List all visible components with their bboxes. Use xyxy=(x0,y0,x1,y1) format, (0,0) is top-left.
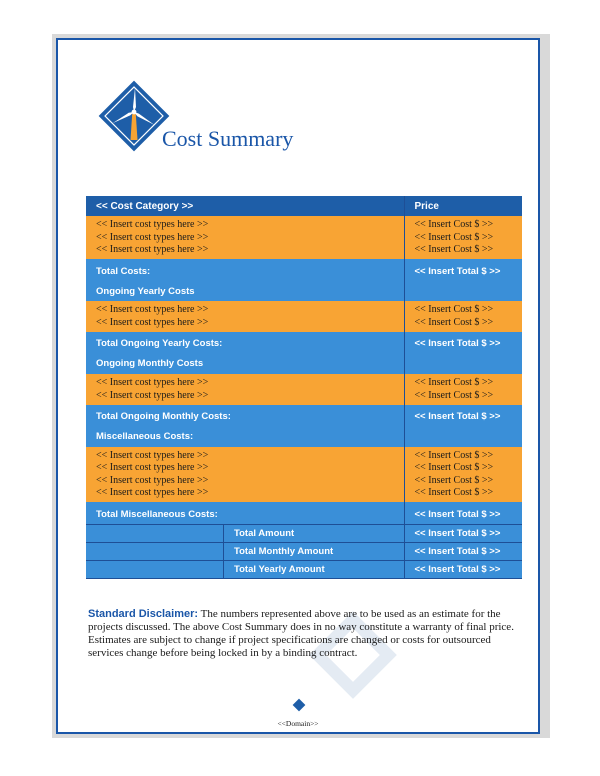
section-total-label: Total Ongoing Monthly Costs: xyxy=(86,405,404,427)
cost-item-row xyxy=(86,231,522,243)
cost-item-row xyxy=(86,475,522,487)
cost-item-row xyxy=(86,317,522,332)
summary-value: << Insert Total $ >> xyxy=(404,561,522,579)
document-page xyxy=(56,38,540,734)
footer-domain: <<Domain>> xyxy=(277,719,319,728)
cost-item-row xyxy=(86,462,522,474)
cost-value: << Insert Cost $ >> xyxy=(404,447,522,462)
section-heading-row xyxy=(86,281,522,301)
section-total-row xyxy=(86,332,522,354)
cost-item-row xyxy=(86,389,522,404)
summary-row xyxy=(86,525,522,543)
page-title: Cost Summary xyxy=(162,126,294,151)
section-heading-price-cell xyxy=(404,354,522,374)
section-heading-price-cell xyxy=(404,427,522,447)
cost-value: << Insert Cost $ >> xyxy=(404,487,522,502)
cost-item-row xyxy=(86,374,522,389)
cost-type: << Insert cost types here >> xyxy=(86,447,404,462)
table-header-row xyxy=(86,196,522,216)
disclaimer xyxy=(88,608,516,660)
cost-item-row xyxy=(86,244,522,259)
cost-value: << Insert Cost $ >> xyxy=(404,389,522,404)
summary-row xyxy=(86,561,522,579)
section-total-label: Total Costs: xyxy=(86,259,404,281)
cost-value: << Insert Cost $ >> xyxy=(404,244,522,259)
summary-spacer xyxy=(86,561,224,578)
cost-value: << Insert Cost $ >> xyxy=(404,462,522,474)
cost-type: << Insert cost types here >> xyxy=(86,462,404,474)
section-total-value: << Insert Total $ >> xyxy=(404,405,522,427)
cost-value: << Insert Cost $ >> xyxy=(404,216,522,231)
disclaimer-text: The numbers represented above are to be used as an estimate for the projects discussed. The above Cost Summary does in no way constitute a warranty of final price. Estimates are subject to change if project specifications are changed or costs for outsourced services change before being locked in by a binding contract. xyxy=(88,608,514,659)
cost-item-row xyxy=(86,216,522,231)
cost-value: << Insert Cost $ >> xyxy=(404,317,522,332)
summary-label: Total Monthly Amount xyxy=(234,546,334,558)
summary-label: Total Yearly Amount xyxy=(234,564,325,576)
cost-item-row xyxy=(86,301,522,316)
section-heading-price-cell xyxy=(404,281,522,301)
footer-diamond-icon xyxy=(292,698,306,712)
section-total-value: << Insert Total $ >> xyxy=(404,259,522,281)
section-total-value: << Insert Total $ >> xyxy=(404,502,522,525)
cost-type: << Insert cost types here >> xyxy=(86,216,404,231)
cost-value: << Insert Cost $ >> xyxy=(404,475,522,487)
cost-type: << Insert cost types here >> xyxy=(86,301,404,316)
summary-label-cell xyxy=(86,561,404,579)
section-heading: Ongoing Monthly Costs xyxy=(86,354,404,374)
cost-type: << Insert cost types here >> xyxy=(86,389,404,404)
cost-type: << Insert cost types here >> xyxy=(86,317,404,332)
cost-table xyxy=(86,196,522,579)
cost-item-row xyxy=(86,447,522,462)
section-heading-row xyxy=(86,354,522,374)
cost-type: << Insert cost types here >> xyxy=(86,231,404,243)
cost-type: << Insert cost types here >> xyxy=(86,475,404,487)
cost-type: << Insert cost types here >> xyxy=(86,244,404,259)
cost-type: << Insert cost types here >> xyxy=(86,374,404,389)
disclaimer-label: Standard Disclaimer: xyxy=(88,608,199,620)
cost-value: << Insert Cost $ >> xyxy=(404,374,522,389)
section-total-row xyxy=(86,502,522,525)
summary-value: << Insert Total $ >> xyxy=(404,525,522,543)
summary-row xyxy=(86,543,522,561)
summary-spacer xyxy=(86,525,224,542)
cost-value: << Insert Cost $ >> xyxy=(404,231,522,243)
cost-item-row xyxy=(86,487,522,502)
section-total-label: Total Ongoing Yearly Costs: xyxy=(86,332,404,354)
section-heading: Ongoing Yearly Costs xyxy=(86,281,404,301)
section-total-value: << Insert Total $ >> xyxy=(404,332,522,354)
summary-label-cell xyxy=(86,543,404,561)
section-total-label: Total Miscellaneous Costs: xyxy=(86,502,404,525)
section-total-row xyxy=(86,405,522,427)
section-heading-row xyxy=(86,427,522,447)
summary-spacer xyxy=(86,543,224,560)
summary-label: Total Amount xyxy=(234,528,295,540)
section-heading: Miscellaneous Costs: xyxy=(86,427,404,447)
summary-value: << Insert Total $ >> xyxy=(404,543,522,561)
summary-label-cell xyxy=(86,525,404,543)
cost-value: << Insert Cost $ >> xyxy=(404,301,522,316)
cost-type: << Insert cost types here >> xyxy=(86,487,404,502)
header-cost-category: << Cost Category >> xyxy=(86,196,404,216)
header-price: Price xyxy=(404,196,522,216)
section-total-row xyxy=(86,259,522,281)
